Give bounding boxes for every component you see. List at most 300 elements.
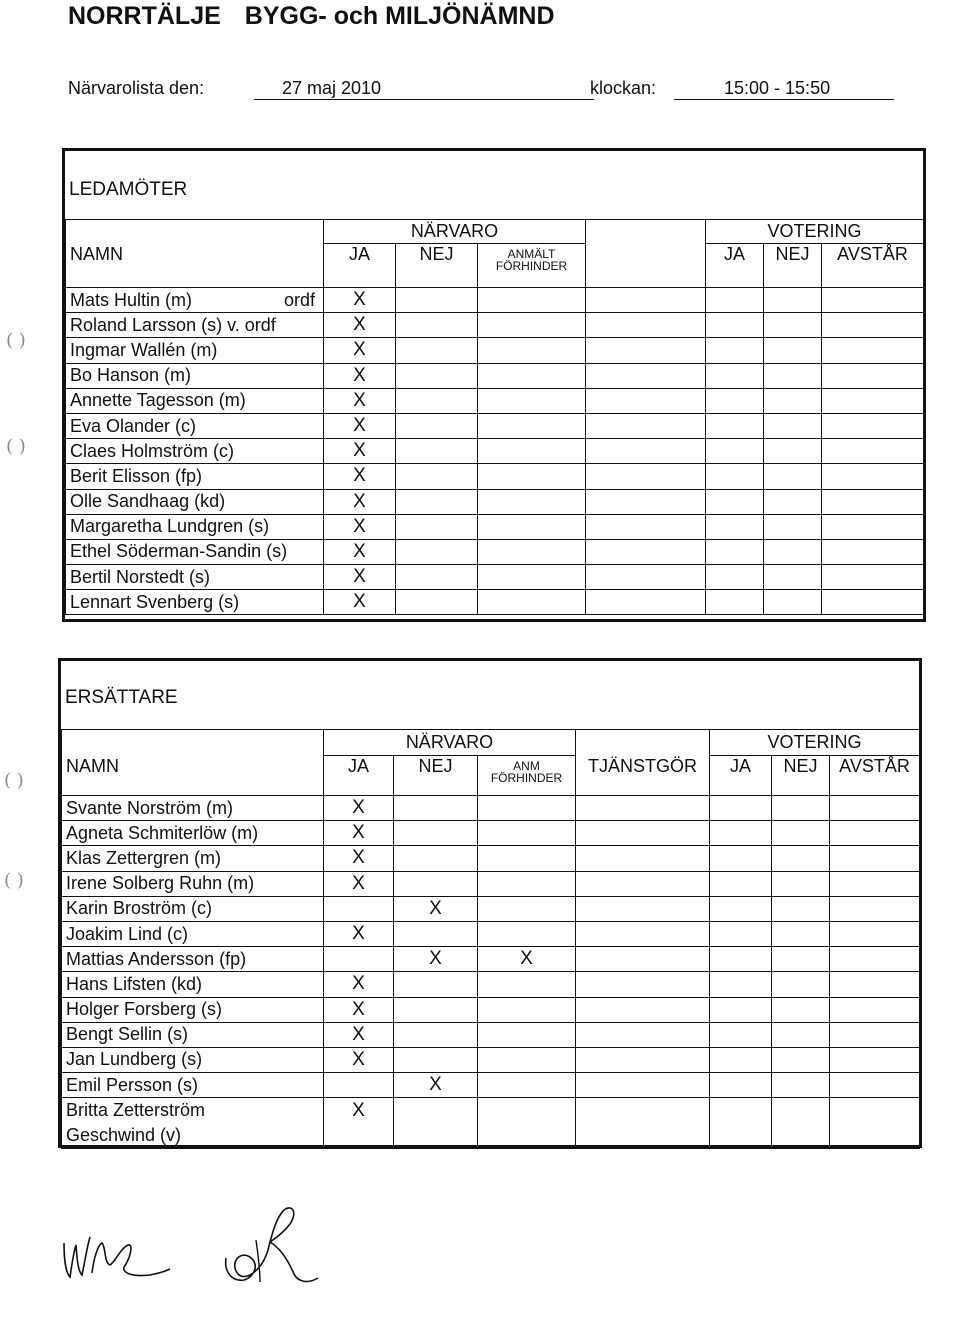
empty-cell [586,590,706,615]
ledamoter-table [65,219,924,615]
mark-anm [478,1098,576,1149]
member-name-text: Margaretha Lundgren (s) [70,516,270,537]
ersattare-table [61,729,920,1149]
mark-nej [396,514,478,539]
margin-mark: ( ) [6,436,26,457]
tjanstgor-cell [576,921,710,946]
member-name [66,489,324,514]
spacer-cell [586,220,706,244]
member-name [66,464,324,489]
substitute-name-text: Emil Persson (s) [66,1074,199,1095]
table-row [62,1073,920,1098]
substitute-name-text: Agneta Schmiterlöw (m) [66,822,259,843]
mark-nej [394,972,478,997]
vote-nej-cell [764,363,822,388]
mark-ja: X [324,539,396,564]
margin-mark: ( ) [4,870,24,891]
time-label: klockan: [590,78,657,98]
vote-ja-cell [710,1047,772,1072]
mark-anm: X [478,947,576,972]
member-role: ordf [283,289,315,310]
mark-ja: X [324,1047,394,1072]
mark-ja: X [324,413,396,438]
substitute-name-line2: Geschwind (v) [66,1125,182,1146]
vote-nej-cell [772,796,830,821]
mark-ja: X [324,1098,394,1149]
vote-ja-cell [706,388,764,413]
mark-ja [324,947,394,972]
vote-nej-cell [764,439,822,464]
mark-nej [396,388,478,413]
mark-ja: X [324,313,396,338]
vote-nej-cell [764,464,822,489]
mark-anm [478,921,576,946]
substitute-name [62,1073,324,1098]
tjanstgor-cell [576,846,710,871]
vote-ja-cell [710,1098,772,1149]
member-name-text: Bo Hanson (m) [70,365,192,386]
empty-cell [586,363,706,388]
table-row [62,846,920,871]
mark-ja: X [324,464,396,489]
mark-anm [478,846,576,871]
substitute-name [62,896,324,921]
mark-anmalt [478,590,586,615]
vote-avstar-cell [830,821,920,846]
col-header-anm [478,756,576,796]
table-row [62,796,920,821]
signature-initials-2 [218,1198,328,1293]
mark-nej [396,464,478,489]
vote-nej-cell [772,821,830,846]
group-header-votering: VOTERING [706,220,924,244]
vote-avstar-cell [830,796,920,821]
mark-ja: X [324,871,394,896]
vote-nej-cell [764,313,822,338]
substitute-name [62,947,324,972]
member-name [66,565,324,590]
member-name-text: Eva Olander (c) [70,415,197,436]
table-row [66,363,924,388]
substitute-name-text: Klas Zettergren (m) [66,847,222,868]
empty-cell [586,514,706,539]
vote-avstar-cell [822,363,924,388]
vote-avstar-cell [830,1022,920,1047]
mark-nej [396,539,478,564]
mark-nej [394,921,478,946]
time-underline [674,99,894,100]
mark-anm [478,796,576,821]
table-row [66,514,924,539]
substitute-name [62,1047,324,1072]
vote-ja-cell [706,363,764,388]
mark-ja: X [324,821,394,846]
date-underline [254,99,594,100]
col-header-ja: JA [324,244,396,288]
tjanstgor-cell [576,997,710,1022]
member-name [66,363,324,388]
mark-nej [394,997,478,1022]
member-name [66,288,324,313]
table-row [62,1022,920,1047]
vote-avstar-cell [830,896,920,921]
vote-nej-cell [772,972,830,997]
substitute-name-text: Jan Lundberg (s) [66,1049,203,1070]
table-row [62,921,920,946]
mark-anmalt [478,363,586,388]
vote-nej-cell [772,871,830,896]
mark-anmalt [478,288,586,313]
vote-avstar-cell [830,997,920,1022]
mark-anmalt [478,313,586,338]
substitute-name [62,846,324,871]
spacer-cell [576,730,710,756]
vote-avstar-cell [822,514,924,539]
table-row [66,590,924,615]
mark-anm [478,1047,576,1072]
mark-nej [394,1047,478,1072]
margin-mark: ( ) [6,330,26,351]
vote-avstar-cell [822,338,924,363]
mark-nej [394,1098,478,1149]
substitute-name-text: Karin Broström (c) [66,898,213,919]
mark-anmalt [478,565,586,590]
substitute-name-line1: Britta Zetterström [66,1100,206,1121]
mark-nej [396,565,478,590]
substitute-name [62,821,324,846]
mark-nej [396,338,478,363]
mark-nej [396,413,478,438]
substitute-name [62,871,324,896]
vote-ja-cell [710,821,772,846]
mark-anmalt [478,338,586,363]
mark-anm [478,997,576,1022]
mark-ja: X [324,997,394,1022]
vote-ja-cell [710,1022,772,1047]
mark-ja: X [324,363,396,388]
mark-nej [394,821,478,846]
table-row [62,896,920,921]
table-row [62,972,920,997]
member-name [66,439,324,464]
empty-cell [586,565,706,590]
tjanstgor-cell [576,871,710,896]
mark-anmalt [478,489,586,514]
date-time-line [68,78,898,104]
col-header-vote-nej: NEJ [772,756,830,796]
vote-avstar-cell [830,846,920,871]
mark-ja [324,1073,394,1098]
table-row [66,439,924,464]
vote-nej-cell [764,288,822,313]
mark-anmalt [478,514,586,539]
tjanstgor-cell [576,796,710,821]
mark-anm [478,871,576,896]
section-title-ledamoter: LEDAMÖTER [69,179,188,200]
empty-cell [586,489,706,514]
mark-anm [478,896,576,921]
vote-ja-cell [710,947,772,972]
vote-ja-cell [706,313,764,338]
time-value: 15:00 - 15:50 [724,78,831,98]
table-row [66,388,924,413]
member-name [66,388,324,413]
mark-ja: X [324,590,396,615]
vote-nej-cell [772,846,830,871]
table-row [62,871,920,896]
member-name-text: Lennart Svenberg (s) [70,591,240,612]
tjanstgor-cell [576,972,710,997]
mark-ja: X [324,972,394,997]
mark-anm [478,1073,576,1098]
group-header-narvaro: NÄRVARO [324,220,586,244]
substitute-name-text: Holger Forsberg (s) [66,999,223,1020]
mark-anmalt [478,464,586,489]
date-label: Närvarolista den: [68,78,205,98]
vote-ja-cell [706,338,764,363]
member-name-text: Bertil Norstedt (s) [70,566,211,587]
tjanstgor-cell [576,947,710,972]
vote-nej-cell [764,590,822,615]
member-name [66,514,324,539]
table-row [66,413,924,438]
vote-ja-cell [706,413,764,438]
empty-cell [586,388,706,413]
member-name-text: Claes Holmström (c) [70,440,235,461]
mark-ja: X [324,846,394,871]
tjanstgor-cell [576,1073,710,1098]
mark-ja: X [324,338,396,363]
col-header-vote-ja: JA [706,244,764,288]
mark-nej [396,363,478,388]
mark-anm [478,821,576,846]
vote-ja-cell [706,514,764,539]
empty-cell [586,439,706,464]
vote-avstar-cell [822,388,924,413]
anmalt-line1: ANMÄLT [507,247,556,261]
substitute-name-text: Joakim Lind (c) [66,923,189,944]
vote-ja-cell [710,972,772,997]
substitute-name-text: Bengt Sellin (s) [66,1024,189,1045]
vote-nej-cell [772,947,830,972]
member-name-text: Mats Hultin (m) [70,289,193,310]
table-row [62,947,920,972]
mark-nej [396,313,478,338]
empty-cell [586,313,706,338]
vote-ja-cell [710,1073,772,1098]
vote-avstar-cell [822,539,924,564]
date-value: 27 maj 2010 [282,78,382,98]
substitute-name-text: Mattias Andersson (fp) [66,948,247,969]
vote-avstar-cell [822,464,924,489]
mark-nej [396,288,478,313]
vote-avstar-cell [830,947,920,972]
vote-avstar-cell [822,489,924,514]
substitute-name [62,1098,324,1149]
member-name-text: Ethel Söderman-Sandin (s) [70,541,288,562]
table-row [62,821,920,846]
spacer-cell [586,244,706,288]
member-name [66,590,324,615]
vote-avstar-cell [822,313,924,338]
vote-nej-cell [772,1047,830,1072]
table-row [66,565,924,590]
member-name-text: Annette Tagesson (m) [70,390,246,411]
member-name-text: Olle Sandhaag (kd) [70,491,226,512]
table-row [66,489,924,514]
col-header-avstar: AVSTÅR [822,244,924,288]
col-header-name: NAMN [62,730,324,796]
anm-line1: ANM [513,759,540,773]
vote-avstar-cell [822,439,924,464]
substitute-name [62,972,324,997]
vote-avstar-cell [830,1047,920,1072]
vote-nej-cell [764,514,822,539]
vote-nej-cell [764,413,822,438]
member-name [66,539,324,564]
col-header-avstar: AVSTÅR [830,756,920,796]
vote-nej-cell [764,539,822,564]
empty-cell [586,288,706,313]
member-name-text: Ingmar Wallén (m) [70,339,218,360]
vote-nej-cell [772,1098,830,1149]
vote-nej-cell [764,388,822,413]
vote-nej-cell [772,997,830,1022]
mark-nej [394,1022,478,1047]
vote-ja-cell [706,590,764,615]
mark-ja: X [324,388,396,413]
mark-nej [396,489,478,514]
vote-avstar-cell [830,921,920,946]
col-header-name: NAMN [66,220,324,288]
mark-ja: X [324,288,396,313]
vote-nej-cell [772,896,830,921]
tjanstgor-cell [576,821,710,846]
vote-ja-cell [710,921,772,946]
mark-ja: X [324,1022,394,1047]
mark-ja: X [324,439,396,464]
mark-ja: X [324,489,396,514]
member-name-text: Berit Elisson (fp) [70,465,203,486]
mark-anm [478,972,576,997]
vote-avstar-cell [822,565,924,590]
vote-ja-cell [710,871,772,896]
tjanstgor-cell [576,896,710,921]
mark-anmalt [478,413,586,438]
col-header-vote-nej: NEJ [764,244,822,288]
vote-nej-cell [764,489,822,514]
table-row [62,1047,920,1072]
mark-nej [394,846,478,871]
vote-ja-cell [710,896,772,921]
page-title [68,2,555,31]
member-name-text: Roland Larsson (s) v. ordf [70,314,276,335]
col-header-anmalt [478,244,586,288]
substitute-name [62,997,324,1022]
member-name [66,313,324,338]
substitute-name-text: Hans Lifsten (kd) [66,973,203,994]
vote-avstar-cell [830,1073,920,1098]
empty-cell [586,539,706,564]
mark-nej [396,439,478,464]
mark-anmalt [478,539,586,564]
substitute-name-text: Irene Solberg Ruhn (m) [66,873,255,894]
col-header-nej: NEJ [396,244,478,288]
mark-ja [324,896,394,921]
col-header-vote-ja: JA [710,756,772,796]
vote-ja-cell [706,489,764,514]
vote-avstar-cell [830,972,920,997]
col-header-nej: NEJ [394,756,478,796]
member-name [66,338,324,363]
tjanstgor-cell [576,1098,710,1149]
vote-avstar-cell [822,413,924,438]
title-municipality: NORRTÄLJE [68,2,221,30]
vote-avstar-cell [822,288,924,313]
mark-nej: X [394,1073,478,1098]
section-title-ersattare: ERSÄTTARE [65,687,178,708]
member-name [66,413,324,438]
tjanstgor-cell [576,1047,710,1072]
vote-avstar-cell [822,590,924,615]
mark-anm [478,1022,576,1047]
vote-ja-cell [706,439,764,464]
mark-nej: X [394,947,478,972]
vote-ja-cell [706,539,764,564]
vote-ja-cell [706,464,764,489]
table-row [62,997,920,1022]
mark-anmalt [478,388,586,413]
vote-nej-cell [764,338,822,363]
substitute-name [62,921,324,946]
vote-ja-cell [710,997,772,1022]
mark-ja: X [324,921,394,946]
vote-ja-cell [706,565,764,590]
signature-initials-1 [58,1215,178,1285]
mark-ja: X [324,796,394,821]
margin-mark: ( ) [4,770,24,791]
table-row [66,539,924,564]
empty-cell [586,464,706,489]
table-row [66,288,924,313]
col-header-ja: JA [324,756,394,796]
mark-anmalt [478,439,586,464]
group-header-narvaro: NÄRVARO [324,730,576,756]
anm-line2: FÖRHINDER [490,771,563,785]
tjanstgor-cell [576,1022,710,1047]
mark-nej [394,796,478,821]
vote-nej-cell [772,1073,830,1098]
mark-nej: X [394,896,478,921]
vote-nej-cell [772,1022,830,1047]
substitute-name [62,1022,324,1047]
vote-avstar-cell [830,871,920,896]
vote-ja-cell [710,846,772,871]
mark-ja: X [324,514,396,539]
vote-ja-cell [706,288,764,313]
table-row [66,338,924,363]
substitute-name [62,796,324,821]
mark-nej [396,590,478,615]
empty-cell [586,413,706,438]
vote-ja-cell [710,796,772,821]
vote-nej-cell [772,921,830,946]
mark-ja: X [324,565,396,590]
vote-nej-cell [764,565,822,590]
group-header-votering: VOTERING [710,730,920,756]
empty-cell [586,338,706,363]
vote-avstar-cell [830,1098,920,1149]
